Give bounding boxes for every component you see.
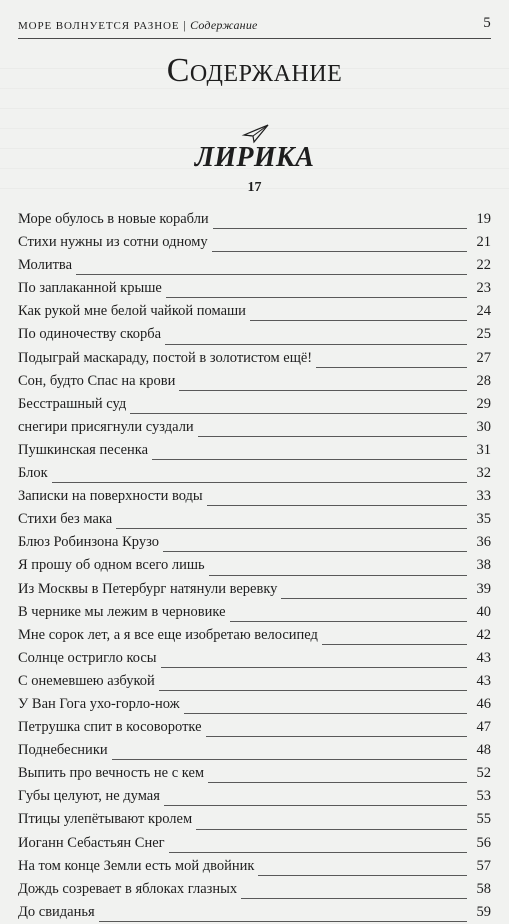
toc-entry-title: снегири присягнули суздали — [18, 416, 198, 439]
toc-entry[interactable] — [18, 485, 491, 508]
toc-entry-title: Бесстрашный суд — [18, 393, 130, 416]
toc-entry-page: 19 — [473, 208, 492, 231]
toc-entry-page: 52 — [473, 762, 492, 785]
toc-entry[interactable] — [18, 462, 491, 485]
contents-title: Содержание — [166, 52, 343, 89]
toc-entry[interactable] — [18, 716, 491, 739]
toc-entry-title: Мне сорок лет, а я все еще изобретаю велосипед — [18, 624, 322, 647]
toc-entry[interactable] — [18, 901, 491, 924]
toc-entry-title: Петрушка спит в косоворотке — [18, 716, 206, 739]
table-of-contents — [18, 208, 491, 924]
toc-entry[interactable] — [18, 601, 491, 624]
toc-entry-title: Поднебесники — [18, 739, 112, 762]
section-page-number: 17 — [247, 180, 262, 195]
toc-entry[interactable] — [18, 300, 491, 323]
toc-entry[interactable] — [18, 393, 491, 416]
toc-entry-title: До свиданья — [18, 901, 99, 924]
toc-entry[interactable] — [18, 554, 491, 577]
toc-entry-title: Иоганн Себастьян Снег — [18, 832, 169, 855]
toc-entry[interactable] — [18, 785, 491, 808]
toc-entry[interactable] — [18, 739, 491, 762]
toc-entry-page: 35 — [473, 508, 492, 531]
toc-entry-page: 56 — [473, 832, 492, 855]
toc-entry-title: Сон, будто Спас на крови — [18, 370, 179, 393]
toc-entry-page: 58 — [473, 878, 492, 901]
toc-entry[interactable] — [18, 762, 491, 785]
toc-entry[interactable] — [18, 693, 491, 716]
toc-entry-title: Блок — [18, 462, 52, 485]
toc-entry[interactable] — [18, 647, 491, 670]
toc-entry[interactable] — [18, 323, 491, 346]
toc-entry-title: Птицы улепётывают кролем — [18, 808, 196, 831]
toc-entry[interactable] — [18, 531, 491, 554]
toc-entry-title: Губы целуют, не думая — [18, 785, 164, 808]
toc-entry-title: В чернике мы лежим в черновике — [18, 601, 230, 624]
toc-entry-title: На том конце Земли есть мой двойник — [18, 855, 258, 878]
book-title: МОРЕ ВОЛНУЕТСЯ РАЗНОЕ — [18, 20, 180, 32]
toc-entry[interactable] — [18, 578, 491, 601]
toc-entry-page: 40 — [473, 601, 492, 624]
toc-entry-title: Подыграй маскараду, постой в золотистом ещё! — [18, 347, 316, 370]
toc-entry-page: 43 — [473, 670, 492, 693]
toc-entry-title: По одиночеству скорба — [18, 323, 165, 346]
toc-entry-page: 46 — [473, 693, 492, 716]
toc-entry-page: 27 — [473, 347, 492, 370]
header-separator: | — [183, 18, 187, 32]
toc-entry-page: 21 — [473, 231, 492, 254]
toc-entry[interactable] — [18, 254, 491, 277]
page-number: 5 — [483, 15, 491, 31]
toc-entry-page: 31 — [473, 439, 492, 462]
toc-entry-page: 33 — [473, 485, 492, 508]
toc-entry-title: Из Москвы в Петербург натянули веревку — [18, 578, 281, 601]
toc-entry-page: 47 — [473, 716, 492, 739]
toc-entry-page: 28 — [473, 370, 492, 393]
toc-entry-title: Блюз Робинзона Крузо — [18, 531, 163, 554]
toc-entry-page: 29 — [473, 393, 492, 416]
toc-entry-title: Выпить про вечность не с кем — [18, 762, 208, 785]
toc-entry-page: 59 — [473, 901, 492, 924]
toc-entry-title: Молитва — [18, 254, 76, 277]
toc-entry-title: Море обулось в новые корабли — [18, 208, 213, 231]
toc-entry-page: 55 — [473, 808, 492, 831]
toc-entry-title: Пушкинская песенка — [18, 439, 152, 462]
toc-entry-title: У Ван Гога ухо-горло-нож — [18, 693, 184, 716]
toc-entry[interactable] — [18, 624, 491, 647]
toc-entry[interactable] — [18, 416, 491, 439]
toc-entry[interactable] — [18, 370, 491, 393]
toc-entry-page: 43 — [473, 647, 492, 670]
header-section-name: Содержание — [190, 18, 258, 32]
toc-entry-page: 57 — [473, 855, 492, 878]
toc-entry-title: Дождь созревает в яблоках глазных — [18, 878, 241, 901]
toc-entry[interactable] — [18, 508, 491, 531]
running-head-title — [18, 18, 258, 33]
toc-entry-page: 25 — [473, 323, 492, 346]
toc-entry-page: 42 — [473, 624, 492, 647]
toc-entry[interactable] — [18, 808, 491, 831]
toc-entry-title: Стихи без мака — [18, 508, 116, 531]
toc-entry[interactable] — [18, 855, 491, 878]
toc-entry-page: 48 — [473, 739, 492, 762]
toc-entry[interactable] — [18, 208, 491, 231]
toc-entry-page: 23 — [473, 277, 492, 300]
toc-entry-page: 36 — [473, 531, 492, 554]
toc-entry-page: 32 — [473, 462, 492, 485]
toc-entry-page: 39 — [473, 578, 492, 601]
running-head — [18, 12, 491, 39]
toc-entry[interactable] — [18, 439, 491, 462]
toc-entry-page: 24 — [473, 300, 492, 323]
toc-entry[interactable] — [18, 277, 491, 300]
section-title: ЛИРИКА — [194, 142, 315, 173]
toc-entry[interactable] — [18, 832, 491, 855]
toc-entry-page: 30 — [473, 416, 492, 439]
toc-entry-title: Записки на поверхности воды — [18, 485, 207, 508]
toc-entry[interactable] — [18, 670, 491, 693]
toc-entry-title: Стихи нужны из сотни одному — [18, 231, 212, 254]
toc-entry-page: 22 — [473, 254, 492, 277]
toc-entry-title: Как рукой мне белой чайкой помаши — [18, 300, 250, 323]
toc-entry-page: 53 — [473, 785, 492, 808]
toc-entry-title: С онемевшею азбукой — [18, 670, 159, 693]
toc-entry-title: Солнце остригло косы — [18, 647, 161, 670]
toc-entry-title: По заплаканной крыше — [18, 277, 166, 300]
toc-entry[interactable] — [18, 231, 491, 254]
toc-entry-title: Я прошу об одном всего лишь — [18, 554, 209, 577]
toc-entry[interactable] — [18, 878, 491, 901]
toc-entry[interactable] — [18, 347, 491, 370]
toc-entry-page: 38 — [473, 554, 492, 577]
